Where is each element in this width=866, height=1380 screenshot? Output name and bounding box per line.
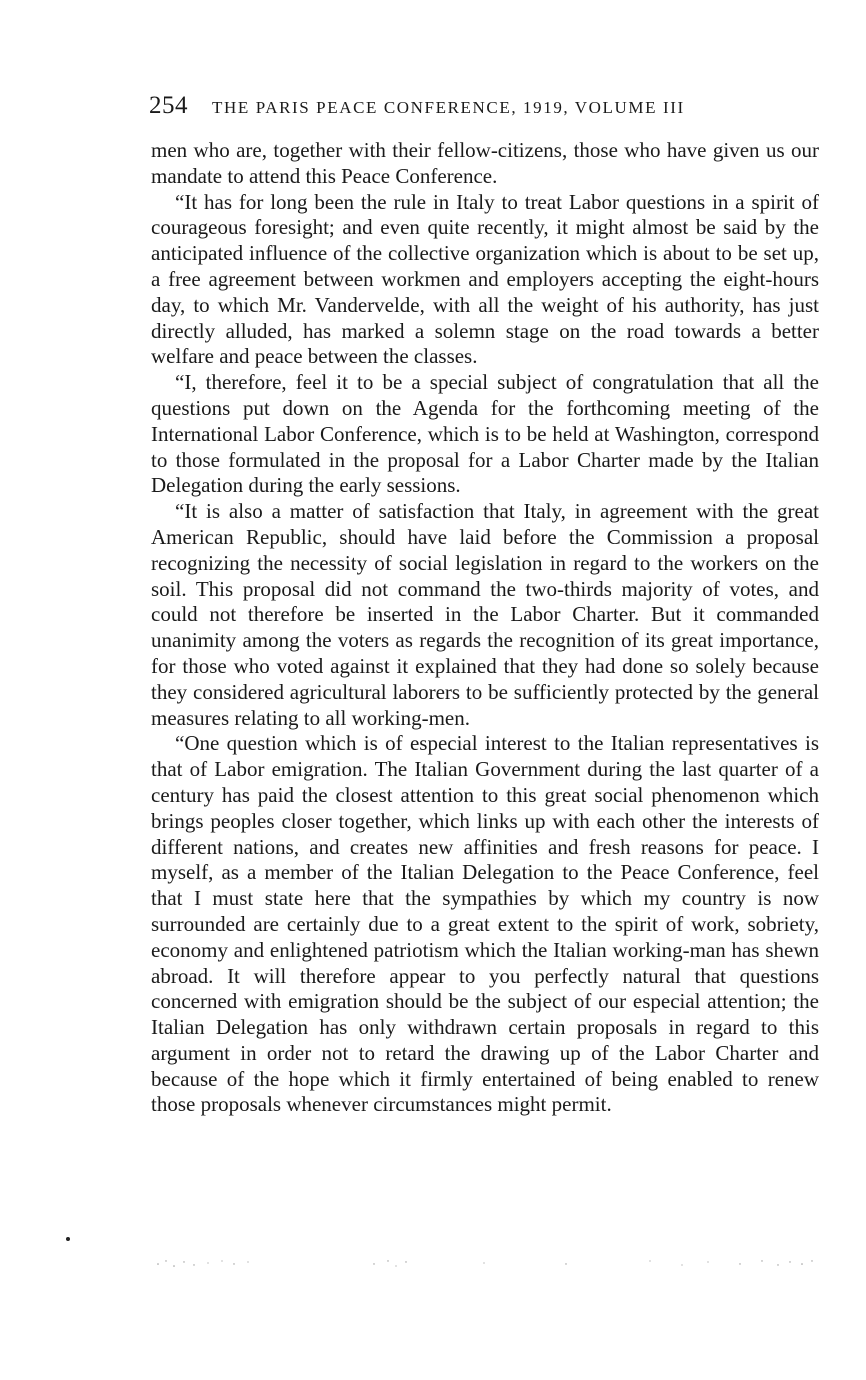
page-header <box>149 92 821 124</box>
paragraph-1: men who are, together with their fellow-citizens, those who have given us our mandate to attend this Peace Conference. <box>151 138 819 188</box>
body-text <box>151 138 819 1118</box>
paragraph-4: “It is also a matter of satisfaction that Italy, in agreement with the great American Republic, should have laid before the Commission a proposal recognizing the necessity of social legislation in regard to the workers on the soil. This proposal did not command the two-thirds majority of votes, and could not therefore be inserted in the Labor Charter. But it commanded unanimity among the voters as regards the recognition of its great importance, for those who voted against it explained that they had done so solely because they considered agricultural laborers to be sufficiently protected by the general measures relating to all working-men. <box>151 499 819 730</box>
paragraph-2: “It has for long been the rule in Italy to treat Labor questions in a spirit of courageous foresight; and even quite recently, it might almost be said by the anticipated influence of the collective organization which is about to be set up, a free agreement between workmen and employers accepting the eight-hours day, to which Mr. Vandervelde, with all the weight of his authority, has just directly alluded, has marked a solemn stage on the road towards a better welfare and peace between the classes. <box>151 189 819 369</box>
margin-dot <box>66 1237 70 1241</box>
paragraph-3: “I, therefore, feel it to be a special subject of congratulation that all the questions put down on the Agenda for the forthcoming meeting of the International Labor Conference, which is to be held at Washington, correspond to those formulated in the proposal for a Labor Charter made by the Italian Delegation during the early sessions. <box>151 370 819 498</box>
page-number: 254 <box>149 92 188 119</box>
running-head: THE PARIS PEACE CONFERENCE, 1919, VOLUME III <box>212 98 685 117</box>
scan-specks <box>150 1252 822 1274</box>
paragraph-5: “One question which is of especial interest to the Italian representatives is that of Labor emigration. The Italian Government during the last quarter of a century has paid the closest attention to this great social phenomenon which brings peoples closer together, which links up with each other the interests of different nations, and creates new affinities and fresh reasons for peace. I myself, as a member of the Italian Delegation to the Peace Conference, feel that I must state here that the sympathies by which my country is now surrounded are certainly due to a great extent to the spirit of work, sobriety, economy and enlightened patriotism which the Italian working-man has shewn abroad. It will therefore appear to you perfectly natural that questions concerned with emigration should be the subject of our especial attention; the Italian Delegation has only withdrawn certain proposals in regard to this argument in order not to retard the drawing up of the Labor Charter and because of the hope which it firmly entertained of being enabled to renew those proposals whenever circumstances might permit. <box>151 731 819 1117</box>
